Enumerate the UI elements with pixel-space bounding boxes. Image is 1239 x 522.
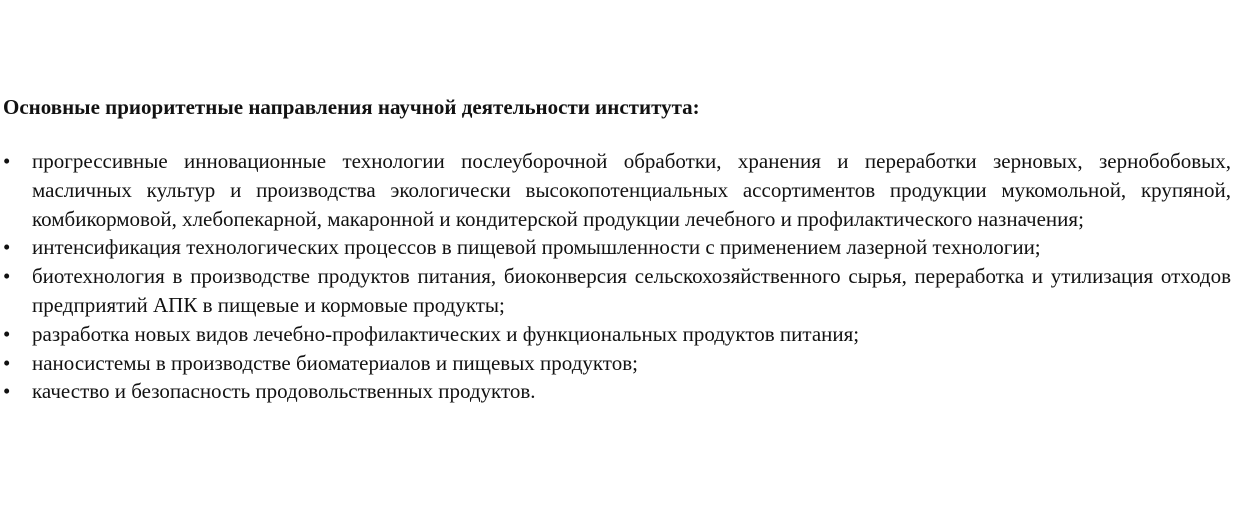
bullet-icon: • (3, 321, 11, 346)
priority-list (3, 147, 1231, 406)
list-item (3, 349, 1231, 378)
list-item (3, 377, 1231, 406)
list-item (3, 320, 1231, 349)
list-item-text: разработка новых видов лечебно-профилактических и функциональных продуктов питания; (32, 321, 860, 346)
bullet-icon: • (3, 264, 11, 289)
list-item-text: качество и безопасность продовольственных продуктов. (32, 379, 536, 404)
bullet-icon: • (3, 149, 11, 173)
list-item-text: биотехнология в производстве продуктов питания, биоконверсия сельскохозяйственного сырья, переработка и утилизация отходов предприятий АПК в пищевые и кормовые продукты; (32, 264, 1231, 317)
list-item-text: наносистемы в производстве биоматериалов и пищевых продуктов; (32, 350, 638, 375)
list-item (3, 233, 1231, 262)
document-body (3, 93, 1231, 406)
bullet-icon: • (3, 350, 11, 375)
list-item (3, 147, 1231, 233)
list-item-text: прогрессивные инновационные технологии послеуборочной обработки, хранения и переработки зерновых, зернобобовых, масличных культур и производства экологически высокопотенциальных ассортиментов продукции мукомольной, крупяной, комбикормовой, хлебопекарной, макаронной и кондитерской продукции лечебного и профилактического назначения; (32, 149, 1231, 231)
list-item (3, 262, 1231, 320)
document-heading: Основные приоритетные направления научной деятельности института: (3, 95, 700, 119)
bullet-icon: • (3, 235, 11, 260)
list-item-text: интенсификация технологических процессов в пищевой промышленности с применением лазерной технологии; (32, 235, 1041, 260)
bullet-icon: • (3, 379, 11, 404)
